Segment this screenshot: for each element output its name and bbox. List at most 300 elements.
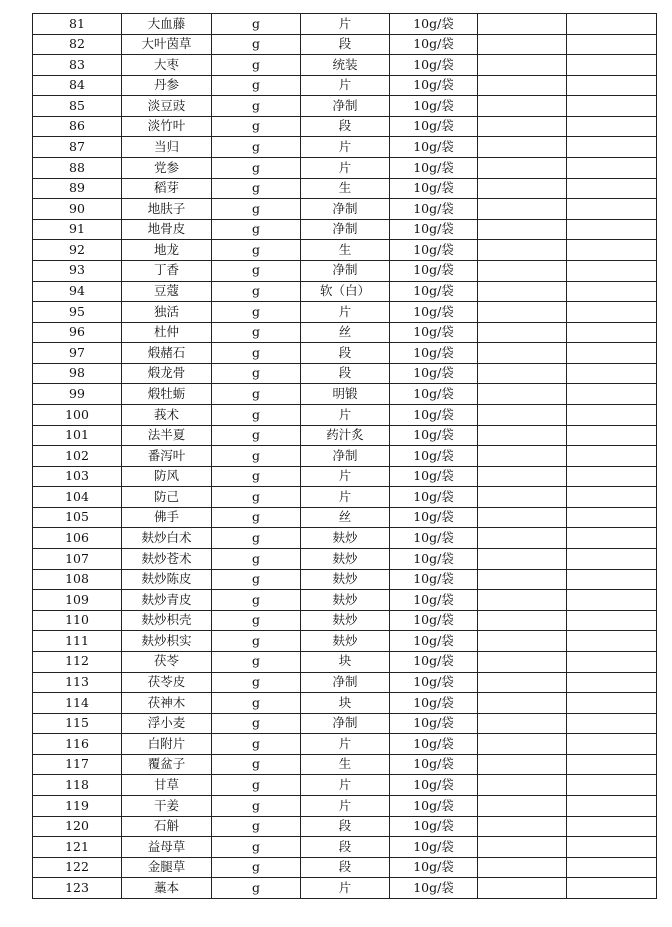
empty-cell [478, 260, 567, 281]
empty-cell [567, 734, 657, 755]
herb-name-cell: 益母草 [122, 837, 212, 858]
row-number-cell: 91 [33, 219, 122, 240]
empty-cell [478, 734, 567, 755]
herb-name-cell: 大血藤 [122, 14, 212, 35]
package-cell: 10g/袋 [390, 34, 478, 55]
package-cell: 10g/袋 [390, 158, 478, 179]
empty-cell [567, 528, 657, 549]
row-number-cell: 118 [33, 775, 122, 796]
package-cell: 10g/袋 [390, 322, 478, 343]
table-row [33, 158, 657, 179]
empty-cell [567, 631, 657, 652]
unit-cell: g [212, 857, 301, 878]
empty-cell [567, 14, 657, 35]
empty-cell [478, 837, 567, 858]
row-number-cell: 87 [33, 137, 122, 158]
empty-cell [567, 178, 657, 199]
herb-name-cell: 石斛 [122, 816, 212, 837]
empty-cell [567, 857, 657, 878]
herb-name-cell: 茯苓皮 [122, 672, 212, 693]
unit-cell: g [212, 610, 301, 631]
unit-cell: g [212, 219, 301, 240]
unit-cell: g [212, 116, 301, 137]
row-number-cell: 99 [33, 384, 122, 405]
empty-cell [567, 590, 657, 611]
empty-cell [478, 404, 567, 425]
empty-cell [567, 816, 657, 837]
herb-name-cell: 麸炒白术 [122, 528, 212, 549]
spec-cell: 块 [301, 693, 390, 714]
table-row [33, 795, 657, 816]
herb-name-cell: 地骨皮 [122, 219, 212, 240]
package-cell: 10g/袋 [390, 631, 478, 652]
spec-cell: 软（白） [301, 281, 390, 302]
row-number-cell: 111 [33, 631, 122, 652]
empty-cell [567, 775, 657, 796]
empty-cell [478, 651, 567, 672]
empty-cell [567, 487, 657, 508]
empty-cell [478, 631, 567, 652]
row-number-cell: 100 [33, 404, 122, 425]
unit-cell: g [212, 775, 301, 796]
herb-name-cell: 干姜 [122, 795, 212, 816]
row-number-cell: 117 [33, 754, 122, 775]
package-cell: 10g/袋 [390, 281, 478, 302]
unit-cell: g [212, 281, 301, 302]
spec-cell: 麸炒 [301, 528, 390, 549]
spec-cell: 麸炒 [301, 590, 390, 611]
spec-cell: 片 [301, 775, 390, 796]
unit-cell: g [212, 837, 301, 858]
table-row [33, 734, 657, 755]
empty-cell [478, 672, 567, 693]
herb-name-cell: 佛手 [122, 507, 212, 528]
empty-cell [567, 343, 657, 364]
unit-cell: g [212, 404, 301, 425]
herb-name-cell: 莪术 [122, 404, 212, 425]
spec-cell: 麸炒 [301, 631, 390, 652]
row-number-cell: 83 [33, 55, 122, 76]
herb-name-cell: 党参 [122, 158, 212, 179]
row-number-cell: 95 [33, 302, 122, 323]
empty-cell [478, 302, 567, 323]
herb-name-cell: 大枣 [122, 55, 212, 76]
package-cell: 10g/袋 [390, 199, 478, 220]
spec-cell: 片 [301, 878, 390, 899]
empty-cell [567, 384, 657, 405]
herb-name-cell: 麸炒枳实 [122, 631, 212, 652]
row-number-cell: 107 [33, 549, 122, 570]
row-number-cell: 123 [33, 878, 122, 899]
package-cell: 10g/袋 [390, 734, 478, 755]
spec-cell: 麸炒 [301, 549, 390, 570]
package-cell: 10g/袋 [390, 260, 478, 281]
spec-cell: 片 [301, 795, 390, 816]
unit-cell: g [212, 14, 301, 35]
unit-cell: g [212, 75, 301, 96]
row-number-cell: 89 [33, 178, 122, 199]
unit-cell: g [212, 754, 301, 775]
empty-cell [478, 96, 567, 117]
empty-cell [567, 322, 657, 343]
row-number-cell: 81 [33, 14, 122, 35]
table-row [33, 466, 657, 487]
spec-cell: 净制 [301, 260, 390, 281]
row-number-cell: 113 [33, 672, 122, 693]
package-cell: 10g/袋 [390, 302, 478, 323]
row-number-cell: 88 [33, 158, 122, 179]
table-row [33, 55, 657, 76]
empty-cell [478, 363, 567, 384]
empty-cell [567, 260, 657, 281]
herb-name-cell: 法半夏 [122, 425, 212, 446]
herb-name-cell: 麸炒苍术 [122, 549, 212, 570]
unit-cell: g [212, 384, 301, 405]
empty-cell [567, 507, 657, 528]
table-row [33, 116, 657, 137]
herb-name-cell: 煅龙骨 [122, 363, 212, 384]
package-cell: 10g/袋 [390, 363, 478, 384]
package-cell: 10g/袋 [390, 590, 478, 611]
unit-cell: g [212, 137, 301, 158]
package-cell: 10g/袋 [390, 775, 478, 796]
spec-cell: 麸炒 [301, 610, 390, 631]
empty-cell [478, 281, 567, 302]
table-row [33, 857, 657, 878]
empty-cell [478, 384, 567, 405]
empty-cell [567, 34, 657, 55]
unit-cell: g [212, 260, 301, 281]
herb-name-cell: 防己 [122, 487, 212, 508]
unit-cell: g [212, 569, 301, 590]
spec-cell: 生 [301, 754, 390, 775]
spec-cell: 段 [301, 363, 390, 384]
empty-cell [478, 116, 567, 137]
spec-cell: 丝 [301, 507, 390, 528]
herb-name-cell: 麸炒青皮 [122, 590, 212, 611]
empty-cell [567, 116, 657, 137]
empty-cell [478, 199, 567, 220]
unit-cell: g [212, 590, 301, 611]
herb-name-cell: 地龙 [122, 240, 212, 261]
row-number-cell: 84 [33, 75, 122, 96]
herb-name-cell: 覆盆子 [122, 754, 212, 775]
row-number-cell: 85 [33, 96, 122, 117]
table-row [33, 446, 657, 467]
row-number-cell: 120 [33, 816, 122, 837]
row-number-cell: 109 [33, 590, 122, 611]
package-cell: 10g/袋 [390, 549, 478, 570]
empty-cell [567, 55, 657, 76]
empty-cell [478, 343, 567, 364]
unit-cell: g [212, 158, 301, 179]
package-cell: 10g/袋 [390, 116, 478, 137]
row-number-cell: 119 [33, 795, 122, 816]
empty-cell [567, 466, 657, 487]
table-row [33, 322, 657, 343]
empty-cell [478, 795, 567, 816]
table-row [33, 549, 657, 570]
spec-cell: 净制 [301, 672, 390, 693]
row-number-cell: 112 [33, 651, 122, 672]
table-row [33, 528, 657, 549]
spec-cell: 段 [301, 816, 390, 837]
empty-cell [478, 55, 567, 76]
package-cell: 10g/袋 [390, 816, 478, 837]
table-row [33, 14, 657, 35]
package-cell: 10g/袋 [390, 55, 478, 76]
table-row [33, 137, 657, 158]
herb-name-cell: 甘草 [122, 775, 212, 796]
empty-cell [478, 878, 567, 899]
package-cell: 10g/袋 [390, 219, 478, 240]
spec-cell: 段 [301, 837, 390, 858]
empty-cell [478, 219, 567, 240]
unit-cell: g [212, 549, 301, 570]
package-cell: 10g/袋 [390, 693, 478, 714]
unit-cell: g [212, 178, 301, 199]
empty-cell [478, 754, 567, 775]
table-row [33, 507, 657, 528]
spec-cell: 麸炒 [301, 569, 390, 590]
package-cell: 10g/袋 [390, 857, 478, 878]
package-cell: 10g/袋 [390, 795, 478, 816]
spec-cell: 片 [301, 734, 390, 755]
herb-name-cell: 番泻叶 [122, 446, 212, 467]
row-number-cell: 102 [33, 446, 122, 467]
spec-cell: 净制 [301, 446, 390, 467]
unit-cell: g [212, 363, 301, 384]
empty-cell [567, 878, 657, 899]
herb-name-cell: 藁本 [122, 878, 212, 899]
empty-cell [567, 610, 657, 631]
herb-name-cell: 煅赭石 [122, 343, 212, 364]
table-row [33, 281, 657, 302]
row-number-cell: 108 [33, 569, 122, 590]
unit-cell: g [212, 693, 301, 714]
spec-cell: 片 [301, 466, 390, 487]
row-number-cell: 110 [33, 610, 122, 631]
row-number-cell: 82 [33, 34, 122, 55]
row-number-cell: 90 [33, 199, 122, 220]
table-row [33, 775, 657, 796]
spec-cell: 净制 [301, 219, 390, 240]
unit-cell: g [212, 240, 301, 261]
empty-cell [567, 713, 657, 734]
unit-cell: g [212, 507, 301, 528]
herb-name-cell: 当归 [122, 137, 212, 158]
spec-cell: 片 [301, 302, 390, 323]
package-cell: 10g/袋 [390, 178, 478, 199]
empty-cell [567, 404, 657, 425]
empty-cell [567, 199, 657, 220]
empty-cell [567, 240, 657, 261]
unit-cell: g [212, 446, 301, 467]
row-number-cell: 106 [33, 528, 122, 549]
package-cell: 10g/袋 [390, 754, 478, 775]
table-row [33, 384, 657, 405]
unit-cell: g [212, 55, 301, 76]
herb-name-cell: 淡豆豉 [122, 96, 212, 117]
document-page [32, 13, 657, 899]
empty-cell [478, 857, 567, 878]
row-number-cell: 94 [33, 281, 122, 302]
empty-cell [478, 569, 567, 590]
empty-cell [478, 14, 567, 35]
empty-cell [478, 466, 567, 487]
unit-cell: g [212, 343, 301, 364]
package-cell: 10g/袋 [390, 404, 478, 425]
unit-cell: g [212, 302, 301, 323]
package-cell: 10g/袋 [390, 384, 478, 405]
table-row [33, 754, 657, 775]
empty-cell [478, 507, 567, 528]
table-row [33, 816, 657, 837]
unit-cell: g [212, 466, 301, 487]
empty-cell [567, 795, 657, 816]
row-number-cell: 93 [33, 260, 122, 281]
herb-name-cell: 白附片 [122, 734, 212, 755]
empty-cell [567, 569, 657, 590]
spec-cell: 片 [301, 404, 390, 425]
empty-cell [478, 158, 567, 179]
herb-name-cell: 地肤子 [122, 199, 212, 220]
spec-cell: 生 [301, 240, 390, 261]
package-cell: 10g/袋 [390, 14, 478, 35]
spec-cell: 净制 [301, 96, 390, 117]
table-row [33, 693, 657, 714]
table-row [33, 363, 657, 384]
empty-cell [567, 672, 657, 693]
row-number-cell: 104 [33, 487, 122, 508]
row-number-cell: 101 [33, 425, 122, 446]
herb-name-cell: 杜仲 [122, 322, 212, 343]
row-number-cell: 98 [33, 363, 122, 384]
empty-cell [478, 240, 567, 261]
table-row [33, 219, 657, 240]
unit-cell: g [212, 96, 301, 117]
package-cell: 10g/袋 [390, 672, 478, 693]
unit-cell: g [212, 816, 301, 837]
unit-cell: g [212, 878, 301, 899]
table-row [33, 487, 657, 508]
spec-cell: 丝 [301, 322, 390, 343]
row-number-cell: 121 [33, 837, 122, 858]
unit-cell: g [212, 528, 301, 549]
empty-cell [478, 446, 567, 467]
row-number-cell: 92 [33, 240, 122, 261]
unit-cell: g [212, 672, 301, 693]
spec-cell: 块 [301, 651, 390, 672]
package-cell: 10g/袋 [390, 569, 478, 590]
spec-cell: 明锻 [301, 384, 390, 405]
empty-cell [478, 693, 567, 714]
herb-name-cell: 茯苓 [122, 651, 212, 672]
unit-cell: g [212, 651, 301, 672]
table-row [33, 713, 657, 734]
empty-cell [478, 425, 567, 446]
row-number-cell: 115 [33, 713, 122, 734]
spec-cell: 片 [301, 487, 390, 508]
table-row [33, 569, 657, 590]
empty-cell [478, 549, 567, 570]
herb-name-cell: 浮小麦 [122, 713, 212, 734]
package-cell: 10g/袋 [390, 878, 478, 899]
empty-cell [478, 713, 567, 734]
empty-cell [567, 425, 657, 446]
empty-cell [567, 651, 657, 672]
package-cell: 10g/袋 [390, 466, 478, 487]
empty-cell [478, 816, 567, 837]
empty-cell [478, 528, 567, 549]
table-row [33, 302, 657, 323]
spec-cell: 生 [301, 178, 390, 199]
spec-cell: 段 [301, 116, 390, 137]
row-number-cell: 96 [33, 322, 122, 343]
empty-cell [567, 96, 657, 117]
package-cell: 10g/袋 [390, 137, 478, 158]
empty-cell [567, 693, 657, 714]
row-number-cell: 116 [33, 734, 122, 755]
unit-cell: g [212, 322, 301, 343]
table-row [33, 75, 657, 96]
package-cell: 10g/袋 [390, 446, 478, 467]
package-cell: 10g/袋 [390, 507, 478, 528]
table-row [33, 672, 657, 693]
table-row [33, 178, 657, 199]
empty-cell [478, 178, 567, 199]
spec-cell: 段 [301, 343, 390, 364]
package-cell: 10g/袋 [390, 651, 478, 672]
table-row [33, 96, 657, 117]
empty-cell [478, 137, 567, 158]
herb-name-cell: 茯神木 [122, 693, 212, 714]
herb-name-cell: 淡竹叶 [122, 116, 212, 137]
table-row [33, 878, 657, 899]
table-row [33, 260, 657, 281]
table-row [33, 425, 657, 446]
table-row [33, 34, 657, 55]
herb-name-cell: 防风 [122, 466, 212, 487]
spec-cell: 统装 [301, 55, 390, 76]
table-row [33, 240, 657, 261]
unit-cell: g [212, 34, 301, 55]
spec-cell: 净制 [301, 199, 390, 220]
empty-cell [478, 75, 567, 96]
empty-cell [567, 446, 657, 467]
table-row [33, 610, 657, 631]
empty-cell [567, 75, 657, 96]
spec-cell: 片 [301, 158, 390, 179]
empty-cell [567, 754, 657, 775]
package-cell: 10g/袋 [390, 75, 478, 96]
row-number-cell: 105 [33, 507, 122, 528]
row-number-cell: 97 [33, 343, 122, 364]
spec-cell: 片 [301, 137, 390, 158]
herb-name-cell: 麸炒陈皮 [122, 569, 212, 590]
herb-name-cell: 煅牡蛎 [122, 384, 212, 405]
empty-cell [567, 837, 657, 858]
herb-name-cell: 独活 [122, 302, 212, 323]
empty-cell [567, 281, 657, 302]
row-number-cell: 114 [33, 693, 122, 714]
empty-cell [567, 363, 657, 384]
herb-name-cell: 金腿草 [122, 857, 212, 878]
spec-cell: 段 [301, 857, 390, 878]
unit-cell: g [212, 713, 301, 734]
unit-cell: g [212, 734, 301, 755]
row-number-cell: 122 [33, 857, 122, 878]
